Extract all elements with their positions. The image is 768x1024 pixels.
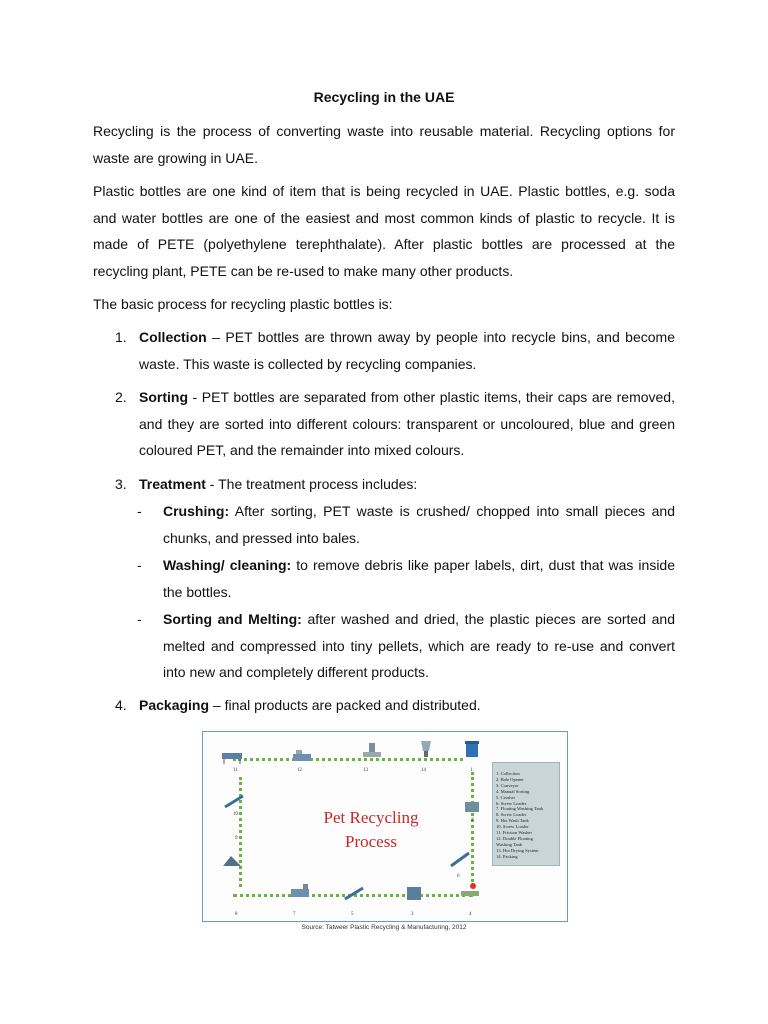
recycle-bin-icon (461, 740, 483, 758)
station-number: 10 (233, 812, 238, 817)
legend-item: 13. Hot Drying System (496, 847, 539, 853)
basic-process-paragraph: The basic process for recycling plastic bottles is: (93, 296, 393, 312)
page-title: Recycling in the UAE (313, 89, 455, 105)
flow-arrow-top (233, 758, 463, 761)
legend-item: 4. Manual Sorting (496, 788, 530, 794)
bullet-dash: - (137, 503, 142, 519)
station-number: 11 (233, 768, 238, 773)
legend-item: 9. Hot Wash Tank (496, 818, 529, 824)
legend-item: 8. Screw Loader (496, 812, 527, 818)
step-text: – final products are packed and distributed. (209, 697, 481, 713)
legend-item: 12. Double Floating (496, 835, 533, 841)
drying-system-icon (361, 742, 383, 760)
step-term: Sorting (139, 389, 188, 405)
substep-text: after washed and dried, the plastic pieces are sorted and melted and compressed into tiny pellets, which are ready to re-use and convert into new and completely different products. (163, 611, 675, 680)
station-number: 13 (363, 768, 368, 773)
bale-opener-icon (461, 798, 483, 816)
diagram-legend (492, 762, 560, 866)
legend-item: 6. Screw Loader (496, 800, 527, 806)
packing-icon (415, 740, 437, 758)
manual-sorting-icon (459, 882, 481, 900)
station-number: 5 (351, 912, 354, 917)
station-number: 1 (470, 768, 473, 773)
crusher-icon (403, 884, 425, 902)
substep-term: Sorting and Melting: (163, 611, 302, 627)
legend-item: 7. Floating Washing Tank (496, 806, 544, 812)
legend-item: 2. Bale Opener (496, 776, 524, 782)
step-text: – PET bottles are thrown away by people into recycle bins, and become waste. This waste is collected by recycling companies. (139, 329, 675, 372)
bullet-dash: - (137, 557, 142, 573)
legend-item: 3. Conveyor (496, 782, 519, 788)
step-term: Treatment (139, 476, 206, 492)
substep-term: Washing/ cleaning: (163, 557, 292, 573)
figure-caption: Source: Tatweer Plastic Recycling & Manufacturing, 2012 (301, 924, 467, 931)
washing-tank-icon (291, 747, 313, 765)
screw-loader-icon (343, 884, 365, 902)
station-number: 12 (297, 768, 302, 773)
legend-item: 5. Crusher (496, 794, 516, 800)
floating-tank-icon (289, 882, 311, 900)
friction-washer-icon (221, 747, 243, 765)
legend-item: 10. Screw Loader (496, 824, 529, 830)
pet-recycling-diagram (202, 731, 568, 922)
screw-loader-icon (223, 792, 245, 810)
diagram-title: Pet Recycling Process (323, 808, 419, 851)
legend-item: Washing Tank (496, 841, 523, 847)
legend-item: 11. Friction Washer (496, 830, 532, 836)
step-text: - The treatment process includes: (205, 476, 418, 492)
station-number: 14 (421, 768, 426, 773)
legend-item: 14. Packing (496, 853, 518, 859)
step-number: 1. (115, 329, 127, 345)
station-number: 4 (469, 912, 472, 917)
step-text: - PET bottles are separated from other plastic items, their caps are removed, and they are sorted into different colours: transparent or uncoloured, blue and green coloured PET, and the remainder into mixed colours. (139, 389, 675, 458)
flow-arrow-right (471, 772, 474, 887)
substep-term: Crushing: (163, 503, 230, 519)
station-number: 8 (235, 912, 238, 917)
station-number: 9 (235, 836, 238, 841)
step-term: Collection (139, 329, 207, 345)
hot-wash-tank-icon (221, 852, 243, 870)
substep-text: After sorting, PET waste is crushed/ chopped into small pieces and chunks, and pressed into bales. (163, 503, 675, 546)
bullet-dash: - (137, 611, 142, 627)
legend-item: 1. Collection (496, 771, 520, 776)
station-number: 7 (293, 912, 296, 917)
intro-paragraph: Recycling is the process of converting waste into reusable material. Recycling options for waste are growing in UAE. (93, 123, 675, 166)
step-number: 2. (115, 389, 127, 405)
station-number: 3 (411, 912, 414, 917)
plastic-paragraph: Plastic bottles are one kind of item that is being recycled in UAE. Plastic bottles, e.g. soda and water bottles are one of the easiest and most common kinds of plastic to recycle. It is made of PETE (polyethylene terephthalate). After plastic bottles are processed at the recycling plant, PETE can be re-used to make many other products. (93, 183, 675, 279)
step-number: 4. (115, 697, 127, 713)
station-number: 2 (471, 818, 474, 823)
step-number: 3. (115, 476, 127, 492)
substep-text: to remove debris like paper labels, dirt, dust that was inside the bottles. (163, 557, 676, 600)
station-number: 6 (457, 874, 460, 879)
step-term: Packaging (139, 697, 210, 713)
